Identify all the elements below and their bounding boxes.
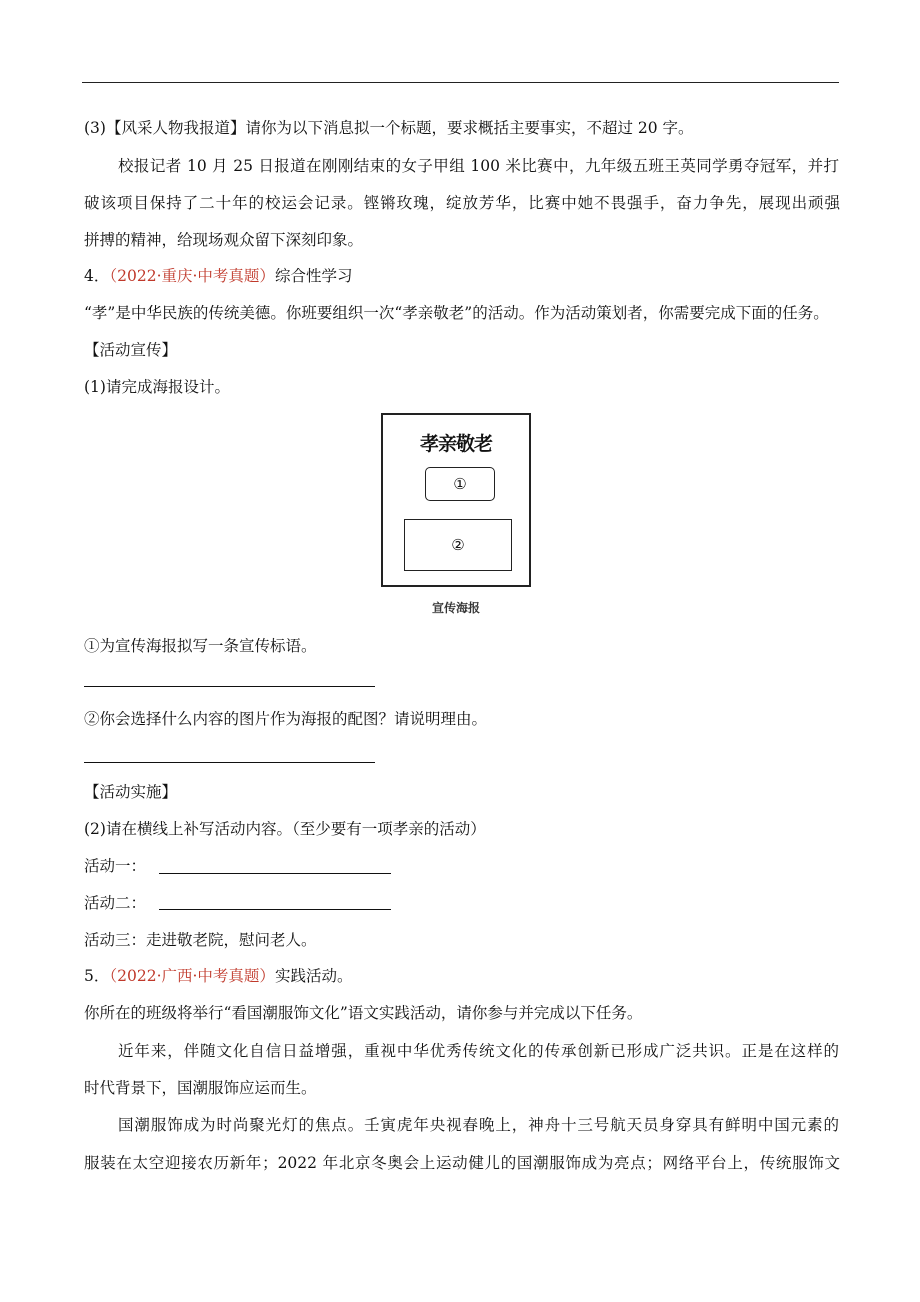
q4-number: 4．: [84, 267, 110, 285]
q5-topic: 实践活动。: [274, 967, 353, 985]
q4-source: （2022·重庆·中考真题）: [109, 267, 275, 285]
q5-para2-line-1: 国潮服饰成为时尚聚光灯的焦点。壬寅虎年央视春晚上，神舟十三号航天员身穿具有鲜明中国元素的: [118, 1116, 839, 1134]
q5-source: （2022·广西·中考真题）: [109, 967, 275, 985]
poster-image-slot: ②: [404, 519, 512, 571]
answer-blank-image[interactable]: [84, 762, 375, 763]
answer-blank-activity2[interactable]: [159, 909, 391, 910]
activity1-label: 活动一：: [84, 857, 147, 875]
answer-blank-slogan[interactable]: [84, 686, 375, 687]
q4-task2: (2)请在横线上补写活动内容。（至少要有一项孝亲的活动）: [84, 820, 486, 838]
q5-intro: 你所在的班级将举行“看国潮服饰文化”语文实践活动，请你参与并完成以下任务。: [84, 1004, 643, 1022]
q5-heading: [84, 966, 352, 986]
activity3: 活动三：走进敬老院，慰问老人。: [84, 931, 317, 949]
poster-caption: 宣传海报: [431, 601, 480, 615]
header-rule: [82, 82, 839, 83]
poster-illustration: [381, 413, 531, 587]
q5-para1-line-1: 近年来，伴随文化自信日益增强，重视中华优秀传统文化的传承创新已形成广泛共识。正是在这样的: [118, 1042, 839, 1060]
q4-heading: [84, 266, 352, 286]
poster-slogan-slot: ①: [425, 467, 495, 501]
q4-sub1: ①为宣传海报拟写一条宣传标语。: [84, 637, 317, 655]
q3-news-line-2: 破该项目保持了二十年的校运会记录。铿锵玫瑰，绽放芳华，比赛中她不畏强手，奋力争先，展现出顽强: [84, 194, 840, 212]
q3-news-line-1: 校报记者 10 月 25 日报道在刚刚结束的女子甲组 100 米比赛中，九年级五班王英同学勇夺冠军，并打: [118, 157, 839, 175]
q4-section-promo: 【活动宣传】: [84, 341, 178, 359]
activity2-label: 活动二：: [84, 894, 147, 912]
answer-blank-activity1[interactable]: [159, 873, 391, 874]
q4-topic: 综合性学习: [274, 267, 353, 285]
q5-number: 5．: [84, 967, 110, 985]
poster-title: 孝亲敬老: [419, 433, 492, 455]
q4-intro: “孝”是中华民族的传统美德。你班要组织一次“孝亲敬老”的活动。作为活动策划者，你需要完成下面的任务。: [84, 304, 829, 322]
q4-task1: (1)请完成海报设计。: [84, 378, 230, 396]
q4-section-impl: 【活动实施】: [84, 783, 178, 801]
q5-para1-line-2: 时代背景下，国潮服饰应运而生。: [84, 1079, 317, 1097]
q5-para2-line-2: 服装在太空迎接农历新年；2022 年北京冬奥会上运动健儿的国潮服饰成为亮点；网络平台上，传统服饰文: [84, 1154, 840, 1172]
q3-news-line-3: 拼搏的精神，给现场观众留下深刻印象。: [84, 231, 364, 249]
q4-sub2: ②你会选择什么内容的图片作为海报的配图？请说明理由。: [84, 710, 488, 728]
q3-prompt: (3)【风采人物我报道】请你为以下消息拟一个标题，要求概括主要事实，不超过 20 字。: [84, 119, 694, 137]
